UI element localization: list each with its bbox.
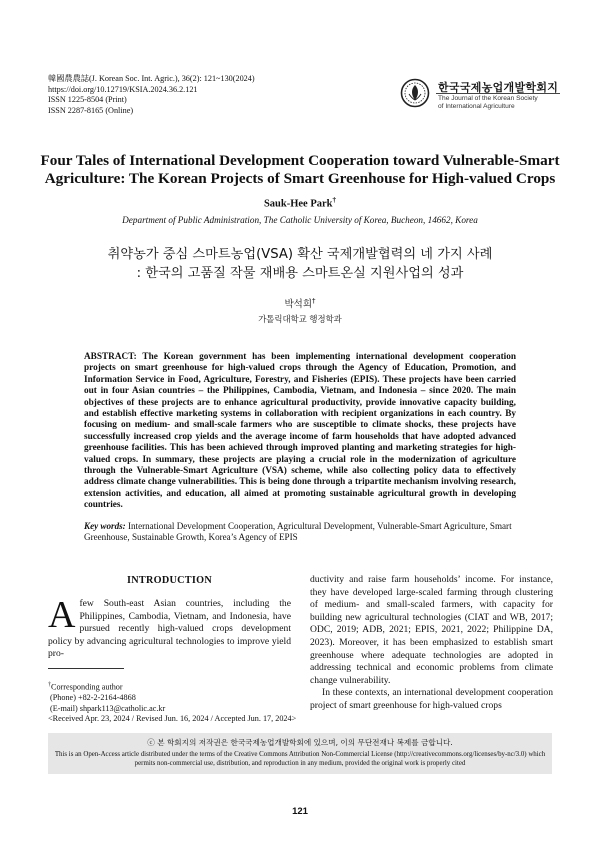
dropcap-letter: A [48,594,76,636]
logo-divider [436,93,560,94]
license-box [48,733,552,774]
article-title-line1: Four Tales of International Development Cooperation toward Vulnerable-Smart [40,152,560,169]
footnote-corresponding: Corresponding author [51,682,123,692]
footnote [48,680,298,724]
footnote-divider [48,668,124,669]
korean-author [0,296,600,310]
abstract-label: ABSTRACT: [84,352,137,362]
keywords-text: International Development Cooperation, Agricultural Development, Vulnerable-Smart Agriculture, Smart Greenhouse, Sustainable Growth, Korea’s Agency of EPIS [84,521,512,543]
page-number: 121 [292,806,308,817]
issn-online: ISSN 2287-8165 (Online) [48,105,134,115]
society-name-english-line1: The Journal of the Korean Society [438,95,538,102]
author-mark: † [332,196,337,204]
article-title-line2: Agriculture: The Korean Projects of Smart Greenhouse for High-valued Crops [44,170,556,187]
introduction-heading: INTRODUCTION [126,575,213,586]
keywords [84,521,516,544]
abstract [84,352,516,512]
author-affiliation: Department of Public Administration, The Catholic University of Korea, Bucheon, 14662, Korea [122,215,478,225]
journal-citation: 韓國農農誌(J. Korean Soc. Int. Agric.), 36(2): 121~130(2024) [48,74,255,83]
journal-meta [48,74,255,116]
society-name-english-line2: of International Agriculture [438,103,515,111]
doi-link[interactable]: https://doi.org/10.12719/KSIA.2024.36.2.121 [48,84,198,94]
korean-title-line1: 취약농가 중심 스마트농업(VSA) 확산 국제개발협력의 네 가지 사례 [107,247,493,262]
license-korean: ⓒ 본 학회지의 저작권은 한국국제농업개발학회에 있으며, 이의 무단전재나 복제를 금합니다. [147,738,453,747]
introduction-right-paragraph-1: ductivity and raise farm households’ income. For instance, they have developed large-scaled farming through clustering of medium- and small-scaled farmers, with capacity for building new agricultural technologies (CIAT and WB, 2017; ODC, 2019; ADB, 2021; EPIS, 2021, 2022; Philippine DA, 2023). Moreover, it has been emphasized to establish smart greenhouse where adequate technologies are adopted in addressing technical and economic problems from climate change vulnerability. [310,574,553,686]
article-title [30,152,570,188]
society-name-english [438,95,538,111]
footnote-mark: † [48,682,51,688]
author [0,196,600,210]
korean-title [30,245,570,283]
footnote-email[interactable]: (E-mail) shpark113@catholic.ac.kr [50,703,166,713]
society-logo [400,76,560,114]
introduction-left-column [48,594,291,661]
korean-affiliation: 가톨릭대학교 행정학과 [258,314,342,324]
korean-title-line2: : 한국의 고품질 작물 재배용 스마트온실 지원사업의 성과 [136,266,464,281]
issn-print: ISSN 1225-8504 (Print) [48,95,127,105]
introduction-right-paragraph-2: In these contexts, an international development cooperation project of smart greenhouse for high-valued crops [310,687,553,711]
korean-author-name: 박석희 [284,299,313,310]
introduction-left-paragraph: few South-east Asian countries, including the Philippines, Cambodia, Vietnam, and Indonesia, have pursued recently high-valued crops development policy by advancing agricultural technologies to improve yield pro- [48,598,291,660]
introduction-right-column [310,574,553,713]
korean-author-mark: † [312,296,316,305]
author-name: Sauk-Hee Park [263,198,333,210]
license-english: This is an Open-Access article distributed under the terms of the Creative Commons Attribution Non-Commercial License (http://creativecommons.org/licenses/by-nc/3.0) which permits non-commercial use, distribution, and reproduction in any medium, provided the original work is properly cited [54,751,546,767]
keywords-label: Key words: [84,521,126,531]
footnote-phone: (Phone) +82-2-2164-4868 [50,693,136,703]
society-name-korean: 한국국제농업개발학회지 [438,81,559,94]
abstract-text: The Korean government has been implementing international development cooperation projects on smart greenhouse for high-valued crops through the Agency of Education, Promotion, and Information Service in Food, Agriculture, Forestry, and Fisheries (EPIS). These projects have been carried out in four Asian countries – the Philippines, Cambodia, Vietnam, and Indonesia – since 2020. The main objectives of these projects are to enhance agricultural productivity, provide innovative capacity building, and establish effective marketing systems in collaboration with recipient organizations in each country. By focusing on medium- and small-scale farmers who are susceptible to climate shocks, these projects have successfully increased crop yields and the average income of farm households that have adopted advanced greenhouse facilities. This has been achieved through improved planting and marketing strategies for high-valued crops. In summary, these projects are playing a crucial role in the modernization of agriculture through the Vulnerable-Smart Agriculture (VSA) scheme, while also collecting policy data to effectively address climate change vulnerabilities. This is being done through a tripartite mechanism involving research, extension activities, and education, all aimed at promoting sustainable agricultural growth in developing countries. [84,352,516,511]
society-emblem-icon [400,78,430,108]
footnote-dates: <Received Apr. 23, 2024 / Revised Jun. 16, 2024 / Accepted Jun. 17, 2024> [48,713,297,723]
